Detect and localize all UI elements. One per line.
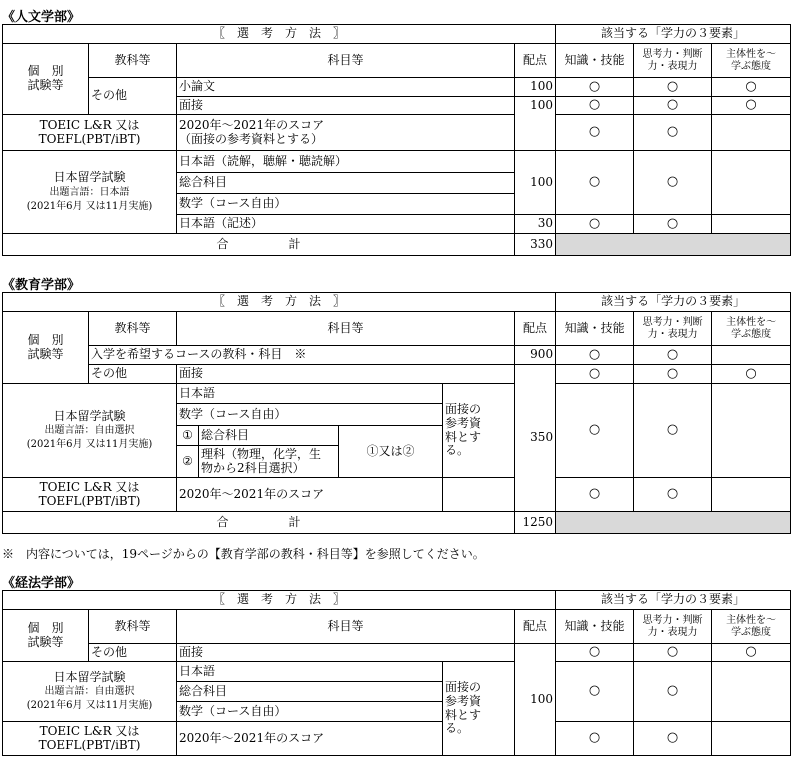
elements-header: 該当する「学力の３要素」 [556,591,791,610]
eju-sugaku: 数学（コース自由） [177,404,443,426]
option-1-number: ① [177,426,199,446]
total-value: 1250 [515,512,556,534]
circle: ○ [634,115,712,151]
education-table [2,292,791,534]
circle: ○ [556,115,634,151]
points-30: 30 [515,215,556,234]
mensetsu: 面接 [177,97,515,115]
section-title-education: 《教育学部》 [2,278,81,293]
col-kyokato: 教科等 [89,610,177,644]
eju-label: 日本留学試験 出題言語：日本語 (2021年6月 又は11月実施) [3,151,177,234]
circle: ○ [634,365,712,384]
points-100: 100 [515,78,556,97]
col-knowledge: 知識・技能 [556,312,634,346]
mensetsu: 面接 [177,365,515,384]
toeic-label: TOEIC L&R 又は TOEFL(PBT/iBT) [3,115,177,151]
eju-nihongo-label: 日本語 [177,662,443,682]
option-2-number: ② [177,446,199,478]
score-text: 2020年～2021年のスコア （面接の参考資料とする） [177,115,515,151]
col-attitude: 主体性を～ 学ぶ態度 [712,44,791,78]
col-kyokato: 教科等 [89,312,177,346]
eju-nihongo-label: 日本語 [177,384,443,404]
circle: ○ [556,97,634,115]
total-label: 合 計 [3,512,515,534]
sonota-label: その他 [89,365,177,384]
circle: ○ [556,384,634,478]
col-knowledge: 知識・技能 [556,610,634,644]
col-kamokuto: 科目等 [177,610,515,644]
points-100: 100 [515,97,556,151]
points-900: 900 [515,346,556,365]
kobetsu-label: 個 別 試験等 [3,44,89,115]
eju-sogo: 総合科目 [177,682,443,702]
circle: ○ [712,78,791,97]
circle: ○ [634,644,712,662]
col-points: 配点 [515,610,556,644]
circle: ○ [634,151,712,215]
education-note: ※ 内容については，19ページからの【教育学部の教科・科目等】を参照してください。 [2,547,485,561]
shoronbun: 小論文 [177,78,515,97]
col-knowledge: 知識・技能 [556,44,634,78]
col-thinking: 思考力・判断 力・表現力 [634,44,712,78]
toeic-label: TOEIC L&R 又は TOEFL(PBT/iBT) [3,478,177,512]
score-text: 2020年～2021年のスコア [177,478,443,512]
circle: ○ [556,78,634,97]
economics-law-table [2,590,791,756]
section-title-humanities: 《人文学部》 [2,10,81,25]
reference-note: 面接の 参考資 料とす る。 [443,662,515,756]
eju-rika: 理科（物理，化学，生 物から2科目選択） [199,446,339,478]
circle: ○ [556,478,634,512]
eju-sugaku: 数学（コース自由） [177,194,515,215]
circle: ○ [634,78,712,97]
kobetsu-label: 個 別 試験等 [3,312,89,384]
elements-header: 該当する「学力の３要素」 [556,293,791,312]
total-value: 330 [515,234,556,256]
eju-label: 日本留学試験 出題言語：自由選択 (2021年6月 又は11月実施) [3,384,177,478]
section-title-economics-law: 《経法学部》 [2,576,81,591]
circle: ○ [556,151,634,215]
col-points: 配点 [515,44,556,78]
circle: ○ [634,662,712,722]
toeic-label: TOEIC L&R 又は TOEFL(PBT/iBT) [3,722,177,756]
eju-nihongo: 日本語（読解，聴解・聴読解） [177,151,515,173]
col-thinking: 思考力・判断 力・表現力 [634,610,712,644]
points-100: 100 [515,644,556,756]
col-thinking: 思考力・判断 力・表現力 [634,312,712,346]
col-kamokuto: 科目等 [177,312,515,346]
sonota-label: その他 [89,644,177,662]
circle: ○ [556,644,634,662]
sonota-label: その他 [89,78,177,115]
col-attitude: 主体性を～ 学ぶ態度 [712,610,791,644]
mensetsu: 面接 [177,644,515,662]
col-points: 配点 [515,312,556,346]
circle: ○ [556,365,634,384]
eju-sogo: 総合科目 [177,173,515,194]
reference-note: 面接の 参考資 料とす る。 [443,384,515,478]
score-text: 2020年～2021年のスコア [177,722,443,756]
elements-header: 該当する「学力の３要素」 [556,25,791,44]
eju-kijutsu: 日本語（記述） [177,215,515,234]
method-header: 〖 選 考 方 法 〗 [3,591,556,610]
method-header: 〖 選 考 方 法 〗 [3,25,556,44]
circle: ○ [634,478,712,512]
circle: ○ [634,722,712,756]
col-kamokuto: 科目等 [177,44,515,78]
circle: ○ [556,215,634,234]
circle: ○ [634,97,712,115]
circle: ○ [712,644,791,662]
eju-sugaku: 数学（コース自由） [177,702,443,722]
points-100: 100 [515,151,556,215]
circle: ○ [634,384,712,478]
circle: ○ [556,346,634,365]
total-label: 合 計 [3,234,515,256]
circle: ○ [634,215,712,234]
eju-sogo: 総合科目 [199,426,339,446]
circle: ○ [556,722,634,756]
course-subjects: 入学を希望するコースの教科・科目 ※ [89,346,515,365]
circle: ○ [712,97,791,115]
col-kyokato: 教科等 [89,44,177,78]
circle: ○ [556,662,634,722]
col-attitude: 主体性を～ 学ぶ態度 [712,312,791,346]
circle: ○ [712,365,791,384]
kobetsu-label: 個 別 試験等 [3,610,89,662]
circle: ○ [634,346,712,365]
eju-label: 日本留学試験 出題言語：自由選択 (2021年6月 又は11月実施) [3,662,177,722]
method-header: 〖 選 考 方 法 〗 [3,293,556,312]
points-350: 350 [515,365,556,512]
humanities-table [2,24,791,256]
either-option: ①又は② [339,426,443,478]
